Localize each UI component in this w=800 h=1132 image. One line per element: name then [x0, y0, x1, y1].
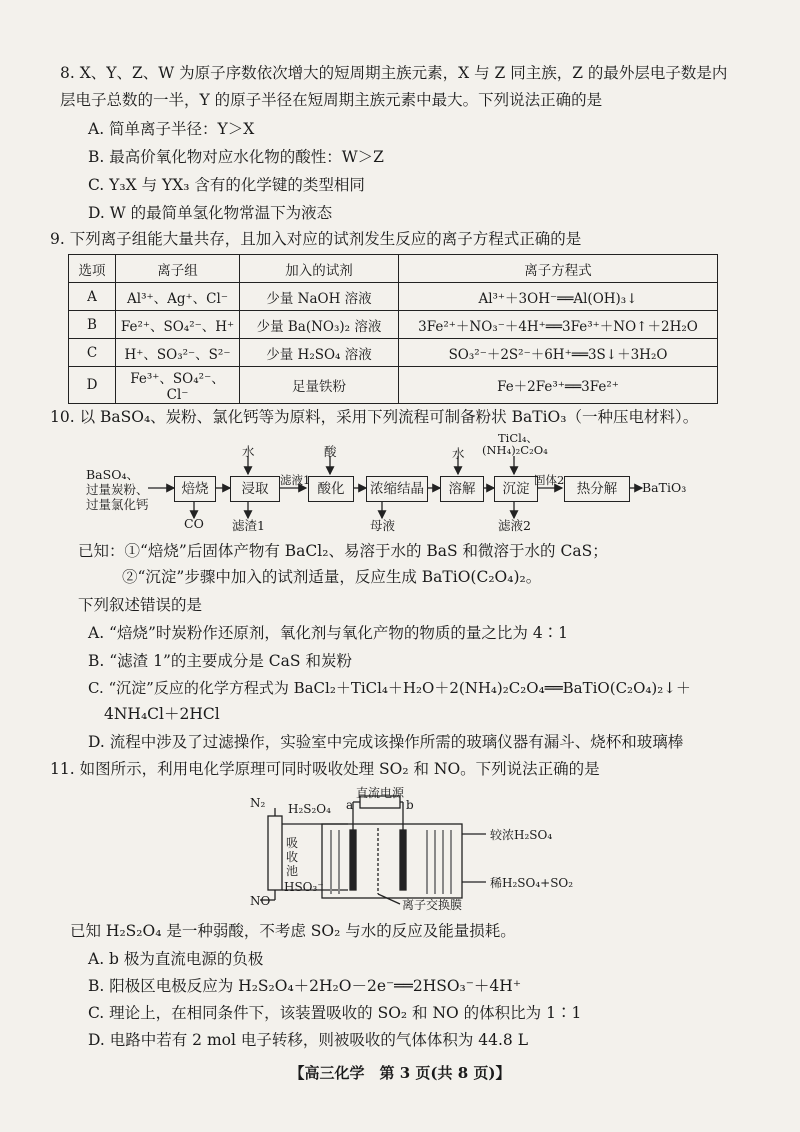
flow-step-dissolve: 溶解: [440, 476, 484, 502]
q8-option-a: A. 简单离子半径：Y＞X: [88, 120, 255, 138]
cell-outlet-conc: 较浓H₂SO₄: [490, 828, 553, 842]
table-cell: 少量 NaOH 溶液: [240, 283, 399, 311]
table-cell: 足量铁粉: [240, 367, 399, 404]
flow-water-1: 水: [242, 444, 255, 459]
flow-step-crystallize: 浓缩结晶: [366, 476, 428, 502]
table-cell: SO₃²⁻＋2S²⁻＋6H⁺══3S↓＋3H₂O: [399, 339, 718, 367]
q10-option-a: A. “焙烧”时炭粉作还原剂，氧化剂与氧化产物的物质的量之比为 4∶1: [88, 624, 569, 642]
flow-raw-baso4: BaSO₄、: [86, 467, 139, 482]
table-cell: B: [69, 311, 116, 339]
table-row: [69, 339, 718, 367]
table-header: 选项: [69, 255, 116, 283]
q8-option-b: B. 最高价氧化物对应水化物的酸性：W＞Z: [88, 148, 384, 166]
cell-terminal-a: a: [346, 798, 354, 812]
q10-option-b: B. “滤渣 1”的主要成分是 CaS 和炭粉: [88, 652, 352, 670]
q10-option-c-line2: 4NH₄Cl＋2HCl: [104, 705, 220, 723]
q11-known: 已知 H₂S₂O₄ 是一种弱酸，不考虑 SO₂ 与水的反应及能量损耗。: [70, 922, 516, 940]
flow-product: BaTiO₃: [642, 480, 687, 495]
flow-acid: 酸: [324, 444, 337, 459]
cell-no: NO: [250, 894, 271, 908]
flow-step-decompose: 热分解: [564, 476, 630, 502]
page-footer: 【高三化学 第 3 页(共 8 页)】: [289, 1064, 511, 1082]
cell-terminal-b: b: [406, 798, 414, 812]
table-header-row: [69, 255, 718, 283]
table-cell: 少量 H₂SO₄ 溶液: [240, 339, 399, 367]
flow-co: CO: [184, 516, 204, 531]
cell-n2: N₂: [250, 796, 266, 810]
table-row: [69, 367, 718, 404]
flow-residue-1: 滤渣1: [232, 518, 265, 533]
cell-h2s2o4: H₂S₂O₄: [288, 802, 331, 816]
q10-known-1: 已知：①“焙烧”后固体产物有 BaCl₂、易溶于水的 BaS 和微溶于水的 CaS；: [78, 542, 608, 560]
q10-known-2: ②“沉淀”步骤中加入的试剂适量，反应生成 BaTiO(C₂O₄)₂。: [122, 568, 542, 586]
flow-filtrate-2: 滤液2: [498, 518, 531, 533]
q11-option-d: D. 电路中若有 2 mol 电子转移，则被吸收的气体体积为 44.8 L: [88, 1031, 529, 1049]
table-row: [69, 311, 718, 339]
q9-stem: 9. 下列离子组能大量共存，且加入对应的试剂发生反应的离子方程式正确的是: [50, 230, 582, 248]
q10-stem: 10. 以 BaSO₄、炭粉、氯化钙等为原料，采用下列流程可制备粉状 BaTiO₃（一种压电材料）。: [50, 408, 699, 426]
q8-stem-line1: 8. X、Y、Z、W 为原子序数依次增大的短周期主族元素，X 与 Z 同主族，Z 的最外层电子数是内: [60, 64, 728, 82]
table-cell: H⁺、SO₃²⁻、S²⁻: [116, 339, 240, 367]
table-header: 离子组: [116, 255, 240, 283]
q10-flow-diagram: [86, 432, 726, 532]
table-cell: C: [69, 339, 116, 367]
flow-step-precipitate: 沉淀: [494, 476, 538, 502]
flow-step-leach: 浸取: [230, 476, 280, 502]
q11-option-c: C. 理论上，在相同条件下，该装置吸收的 SO₂ 和 NO 的体积比为 1∶1: [88, 1004, 582, 1022]
table-cell: 3Fe²⁺＋NO₃⁻＋4H⁺══3Fe³⁺＋NO↑＋2H₂O: [399, 311, 718, 339]
table-row: [69, 283, 718, 311]
q10-ask: 下列叙述错误的是: [78, 596, 203, 614]
flow-reagent-oxalate: (NH₄)₂C₂O₄: [482, 443, 548, 457]
q11-stem: 11. 如图所示，利用电化学原理可同时吸收处理 SO₂ 和 NO。下列说法正确的是: [50, 760, 600, 778]
cell-power-supply: 直流电源: [356, 786, 405, 800]
q10-option-d: D. 流程中涉及了过滤操作，实验室中完成该操作所需的玻璃仪器有漏斗、烧杯和玻璃棒: [88, 733, 684, 751]
flow-raw-carbon: 过量炭粉、: [86, 482, 149, 497]
q11-option-a: A. b 极为直流电源的负极: [88, 950, 264, 968]
cell-membrane: 离子交换膜: [402, 898, 463, 912]
flow-raw-cacl2: 过量氯化钙: [86, 497, 149, 512]
table-cell: Al³⁺、Ag⁺、Cl⁻: [116, 283, 240, 311]
q10-option-c-line1: C. “沉淀”反应的化学方程式为 BaCl₂＋TiCl₄＋H₂O＋2(NH₄)₂C₂O₄══BaTiO(C₂O₄)₂↓＋: [88, 679, 691, 697]
cell-absorption-tower: 吸收池: [286, 836, 299, 878]
table-cell: Fe³⁺、SO₄²⁻、Cl⁻: [116, 367, 240, 404]
flow-mother-liquor: 母液: [370, 518, 396, 533]
table-cell: Fe²⁺、SO₄²⁻、H⁺: [116, 311, 240, 339]
cell-inlet-dilute: 稀H₂SO₄+SO₂: [490, 876, 574, 890]
q8-option-c: C. Y₃X 与 YX₃ 含有的化学键的类型相同: [88, 176, 365, 194]
q11-electrolysis-diagram: [250, 786, 574, 912]
table-cell: A: [69, 283, 116, 311]
q8-stem-line2: 层电子总数的一半，Y 的原子半径在短周期主族元素中最大。下列说法正确的是: [60, 91, 603, 109]
flow-filtrate-1: 滤液1: [280, 473, 311, 487]
flow-reagent-ticl4: TiCl₄、: [498, 431, 538, 445]
flow-step-acidify: 酸化: [308, 476, 354, 502]
q11-option-b: B. 阳极区电极反应为 H₂S₂O₄＋2H₂O－2e⁻══2HSO₃⁻＋4H⁺: [88, 977, 521, 995]
table-cell: Al³⁺＋3OH⁻══Al(OH)₃↓: [399, 283, 718, 311]
flow-step-roast: 焙烧: [174, 476, 216, 502]
flow-water-2: 水: [452, 446, 465, 461]
table-header: 加入的试剂: [240, 255, 399, 283]
table-cell: 少量 Ba(NO₃)₂ 溶液: [240, 311, 399, 339]
table-cell: Fe＋2Fe³⁺══3Fe²⁺: [399, 367, 718, 404]
q8-option-d: D. W 的最简单氢化物常温下为液态: [88, 204, 333, 222]
q9-table: [68, 254, 718, 404]
flow-solid-2: 固体2: [534, 473, 565, 487]
cell-hso3: HSO₃⁻: [284, 880, 324, 894]
table-cell: D: [69, 367, 116, 404]
table-header: 离子方程式: [399, 255, 718, 283]
